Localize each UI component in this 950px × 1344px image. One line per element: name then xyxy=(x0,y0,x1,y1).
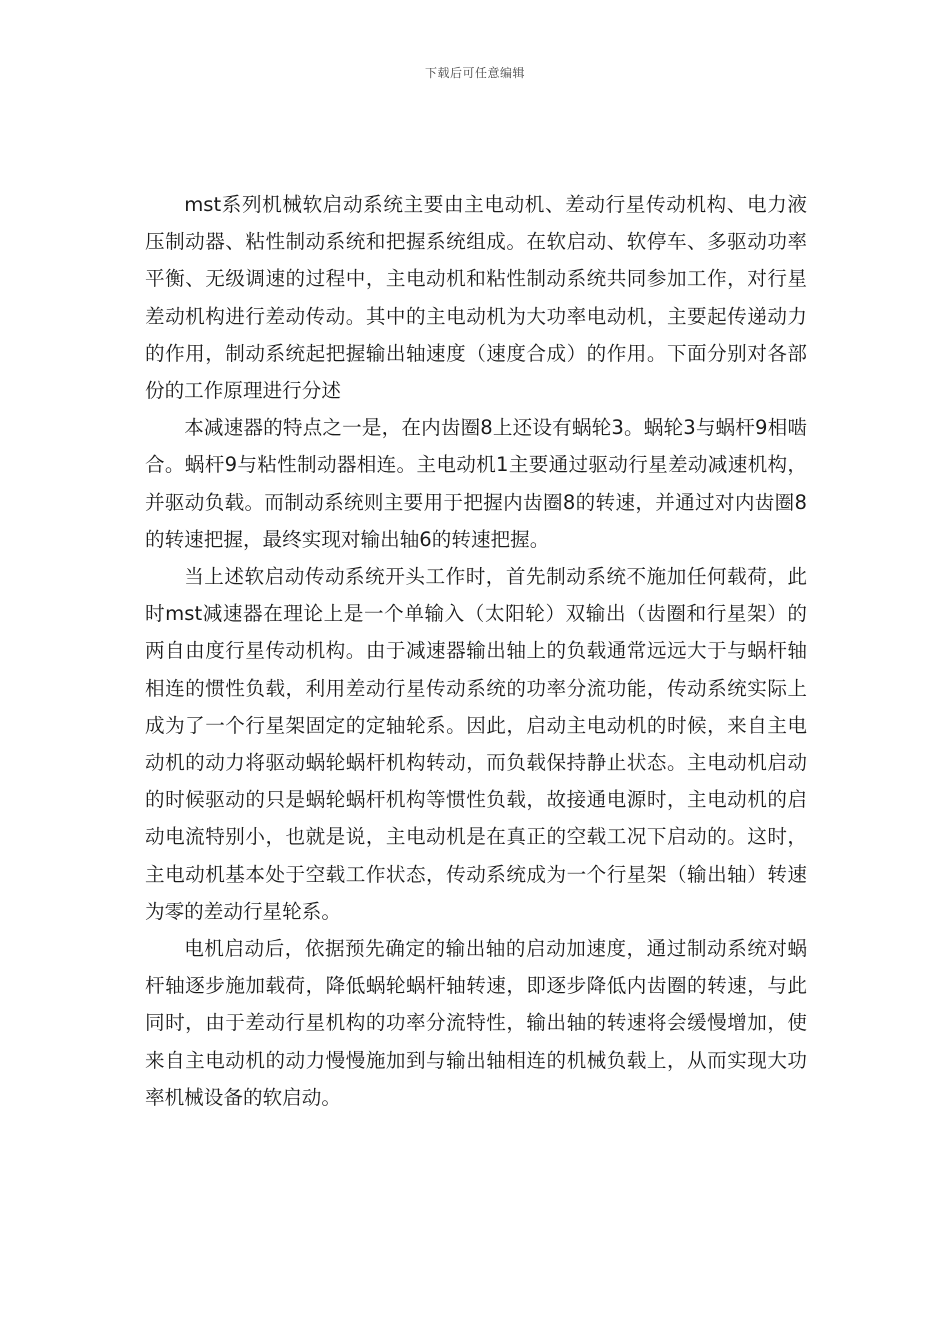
paragraph-reducer-features: 本减速器的特点之一是，在内齿圈8上还设有蜗轮3。蜗轮3与蜗杆9相啮合。蜗杆9与粘性制动器相连。主电动机1主要通过驱动行星差动减速机构，并驱动负载。而制动系统则主要用于把握内齿圈8的转速，并通过对内齿圈8的转速把握，最终实现对输出轴6的转速把握。 xyxy=(145,416,807,551)
paragraph-startup-state: 当上述软启动传动系统开头工作时，首先制动系统不施加任何载荷，此时mst减速器在理论上是一个单输入（太阳轮）双输出（齿圈和行星架）的两自由度行星传动机构。由于减速器输出轴上的负载通常远远大于与蜗杆轴相连的惯性负载，利用差动行星传动系统的功率分流功能，传动系统实际上成为了一个行星架固定的定轴轮系。因此，启动主电动机的时候，来自主电动机的动力将驱动蜗轮蜗杆机构转动，而负载保持静止状态。主电动机启动的时候驱动的只是蜗轮蜗杆机构等惯性负载，故接通电源时，主电动机的启动电流特别小，也就是说，主电动机是在真正的空载工况下启动的。这时，主电动机基本处于空载工作状态，传动系统成为一个行星架（输出轴）转速为零的差动行星轮系。 xyxy=(145,565,807,923)
paragraph-intro: mst系列机械软启动系统主要由主电动机、差动行星传动机构、电力液压制动器、粘性制动系统和把握系统组成。在软启动、软停车、多驱动功率平衡、无级调速的过程中，主电动机和粘性制动系统共同参加工作，对行星差动机构进行差动传动。其中的主电动机为大功率电动机，主要起传递动力的作用，制动系统起把握输出轴速度（速度合成）的作用。下面分别对各部份的工作原理进行分述 xyxy=(145,193,807,403)
page-header: 下载后可任意编辑 xyxy=(424,66,525,80)
document-body xyxy=(145,186,807,1116)
paragraph-soft-start: 电机启动后，依据预先确定的输出轴的启动加速度，通过制动系统对蜗杆轴逐步施加载荷，降低蜗轮蜗杆轴转速，即逐步降低内齿圈的转速，与此同时，由于差动行星机构的功率分流特性，输出轴的转速将会缓慢增加，使来自主电动机的动力慢慢施加到与输出轴相连的机械负载上，从而实现大功率机械设备的软启动。 xyxy=(145,937,807,1109)
